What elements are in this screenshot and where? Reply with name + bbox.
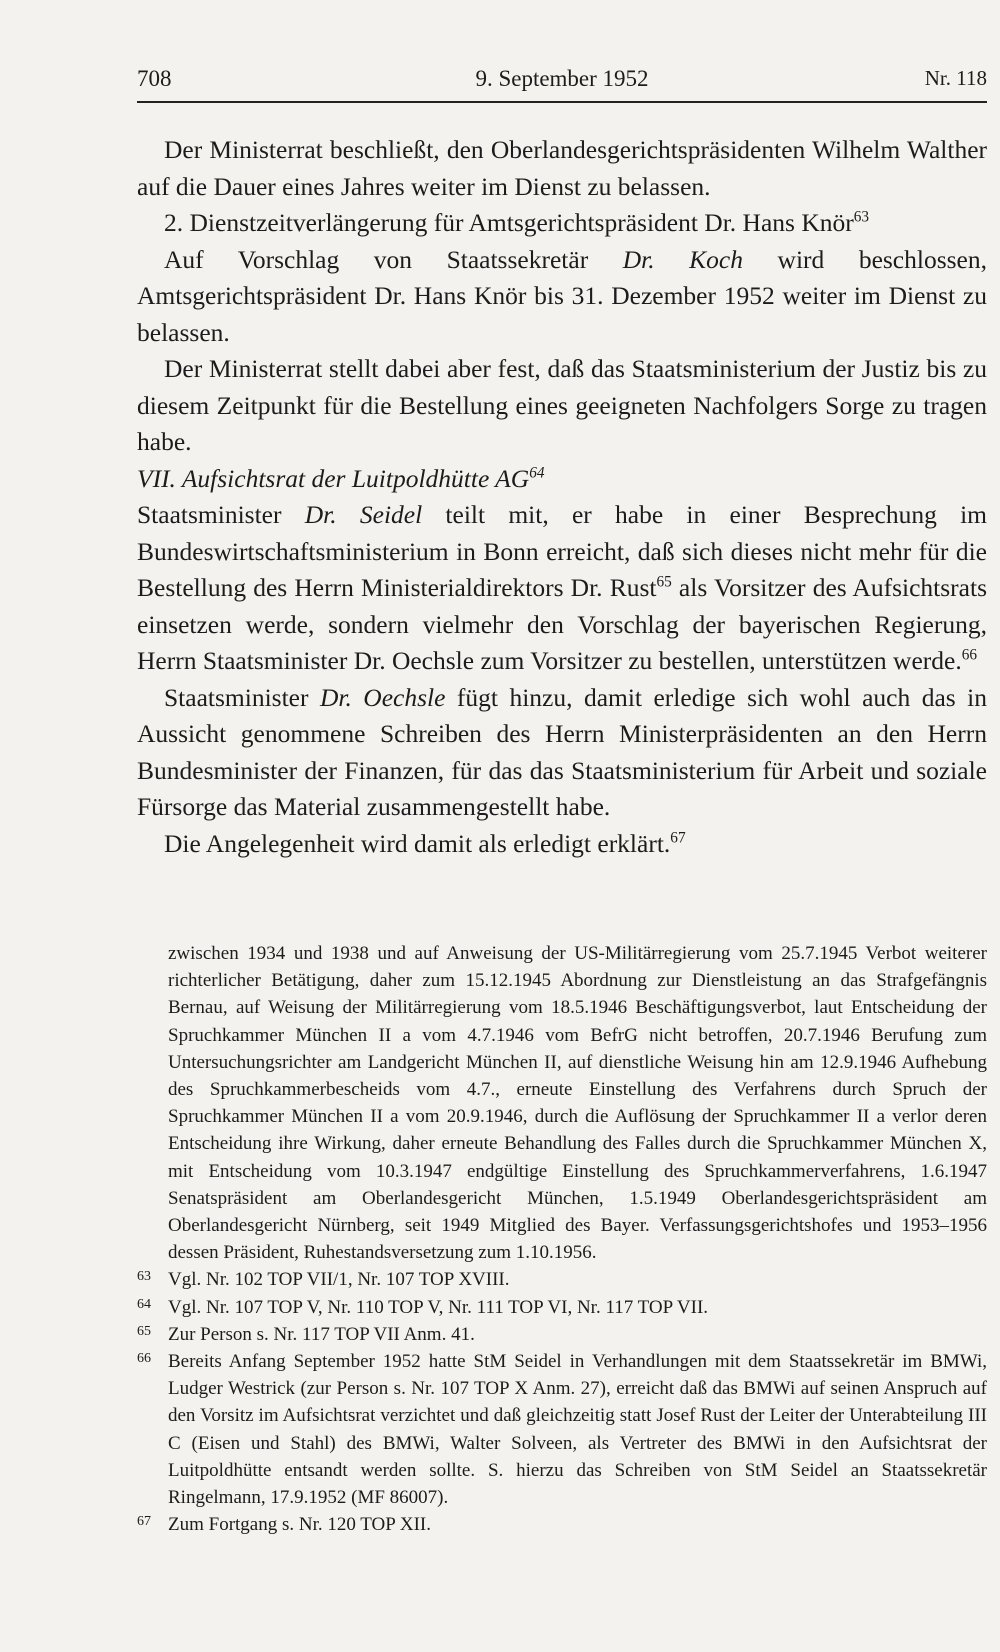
footnote-text: Zum Fortgang s. Nr. 120 TOP XII. bbox=[168, 1514, 432, 1536]
footnote bbox=[137, 1266, 987, 1293]
footnote-ref: 66 bbox=[961, 646, 978, 664]
paragraph: Der Ministerrat stellt dabei aber fest, daß das Staatsministerium der Justiz bis zu diesem Zeitpunkt für die Bestellung eines geeigneten Nachfolgers Sorge zu tragen habe. bbox=[137, 354, 987, 456]
agenda-item-2 bbox=[137, 205, 987, 242]
footnote bbox=[137, 1348, 987, 1511]
footnote-text: Bereits Anfang September 1952 hatte StM Seidel in Verhandlungen mit dem Staatssekretär im BMWi, Ludger Westrick (zur Person s. Nr. 107 TOP X Anm. 27), erreicht daß das BMWi auf seinen Anspruch auf den Vorsitz im Aufsichtsrat verzichtet und daß gleichzeitig statt Josef Rust der Leiter der Unterabteilung III C (Eisen und Stahl) des BMWi, Walter Solveen, als Vertreter des BMWi in den Aufsichtsrat der Luitpoldhütte entsandt werden sollte. S. hierzu das Schreiben von StM Seidel an Staatssekretär Ringelmann, 17.9.1952 (MF 86007). bbox=[168, 1351, 987, 1509]
text-run: wird beschlossen, Amtsgerichtspräsident Dr. Hans Knör bis 31. Dezember 1952 weiter im Dienst zu belassen. bbox=[137, 244, 988, 347]
footnote-ref: 67 bbox=[670, 829, 686, 846]
running-header bbox=[137, 66, 987, 96]
page-number: 708 bbox=[137, 66, 172, 91]
main-text bbox=[137, 132, 987, 862]
paragraph: Der Ministerrat beschließt, den Oberlandesgerichtspräsidenten Wilhelm Walther auf die Dauer eines Jahres weiter im Dienst zu belassen. bbox=[137, 135, 987, 201]
footnote-text: Vgl. Nr. 107 TOP V, Nr. 110 TOP V, Nr. 111 TOP VI, Nr. 117 TOP VII. bbox=[168, 1296, 709, 1318]
footnote bbox=[137, 1321, 987, 1348]
footnote bbox=[137, 1511, 987, 1538]
text-run: Die Angelegenheit wird damit als erledigt erklärt. bbox=[164, 828, 671, 858]
footnote-text: Zur Person s. Nr. 117 TOP VII Anm. 41. bbox=[168, 1323, 475, 1345]
paragraph bbox=[137, 680, 987, 826]
header-rule bbox=[137, 101, 987, 103]
footnote-number: 64 bbox=[137, 1296, 151, 1312]
paragraph bbox=[137, 497, 987, 680]
footnote-number: 65 bbox=[137, 1323, 151, 1339]
text-run: fügt hinzu, damit erledige sich wohl auch das in Aussicht genommene Schreiben des Herrn Ministerpräsidenten an den Herrn Bundesminister der Finanzen, für das das Staatsministerium für Arbeit und soziale Fürsorge das Material zusammengestellt habe. bbox=[137, 682, 987, 821]
paragraph bbox=[137, 826, 987, 863]
person-name: Dr. Oechsle bbox=[319, 682, 446, 712]
person-name: Dr. Seidel bbox=[304, 500, 423, 529]
header-date: 9. September 1952 bbox=[475, 66, 649, 91]
footnote-ref: 64 bbox=[529, 464, 545, 481]
document-number: Nr. 118 bbox=[924, 66, 987, 90]
text-run: Auf Vorschlag von Staatssekretär bbox=[164, 244, 623, 274]
section-heading bbox=[137, 461, 987, 498]
person-name: Dr. Koch bbox=[622, 244, 743, 274]
agenda-item-title: 2. Dienstzeitverlängerung für Amtsgerichtspräsident Dr. Hans Knör bbox=[164, 208, 854, 237]
section-heading-text: VII. Aufsichtsrat der Luitpoldhütte AG bbox=[137, 463, 530, 493]
paragraph bbox=[137, 242, 987, 352]
footnote-number: 66 bbox=[137, 1351, 151, 1367]
text-run: Staatsminister bbox=[164, 682, 320, 712]
footnote-ref: 63 bbox=[853, 208, 870, 226]
footnote bbox=[137, 1294, 987, 1321]
footnote-ref: 65 bbox=[656, 573, 672, 591]
text-run: teilt mit, er habe in einer Besprechung im Bundeswirtschaftsministerium in Bonn erreicht, daß sich dieses nicht mehr für die Bestellung des Herrn Ministerialdirektors Dr. Rust bbox=[137, 500, 988, 602]
text-run: Staatsminister bbox=[137, 500, 305, 529]
footnote-number: 63 bbox=[137, 1269, 151, 1285]
footnote-number: 67 bbox=[137, 1514, 151, 1530]
footnote-continuation: zwischen 1934 und 1938 und auf Anweisung der US-Militärregierung vom 25.7.1945 Verbot weiterer richterlicher Betätigung, daher zum 15.12.1945 Abordnung zur Dienstleistung an das Strafgefängnis Bernau, auf Weisung der Militärregierung vom 18.5.1946 Beschäftigungsverbot, laut Entscheidung der Spruchkammer München II a vom 4.7.1946 vom BefrG nicht betroffen, 20.7.1946 Berufung zum Untersuchungsrichter am Landgericht München II, auf dienstliche Weisung hin am 12.9.1946 Aufhebung des Spruchkammerbescheids vom 4.7., erneute Einstellung des Verfahrens durch Spruch der Spruchkammer München II a vom 20.9.1946, durch die Auflösung der Spruchkammer II a verlor deren Entscheidung ihre Wirkung, daher erneute Behandlung des Falles durch die Spruchkammer München X, mit Entscheidung vom 10.3.1947 endgültige Einstellung des Spruchkammerverfahrens, 1.6.1947 Senatspräsident am Oberlandesgericht München, 1.5.1949 Oberlandesgerichtspräsident am Oberlandesgericht Nürnberg, seit 1949 Mitglied des Bayer. Verfassungsgerichtshofes und 1953–1956 dessen Präsident, Ruhestandsversetzung zum 1.10.1956. bbox=[168, 943, 987, 1264]
footnote-text: Vgl. Nr. 102 TOP VII/1, Nr. 107 TOP XVIII. bbox=[168, 1269, 510, 1291]
footnotes bbox=[137, 940, 987, 1538]
text-run: als Vorsitzer des Aufsichtsrats einsetzen werde, sondern vielmehr den Vorschlag der bayerischen Regierung, Herrn Staatsminister Dr. Oechsle zum Vorsitzer zu bestellen, unterstützen werde. bbox=[137, 573, 987, 675]
